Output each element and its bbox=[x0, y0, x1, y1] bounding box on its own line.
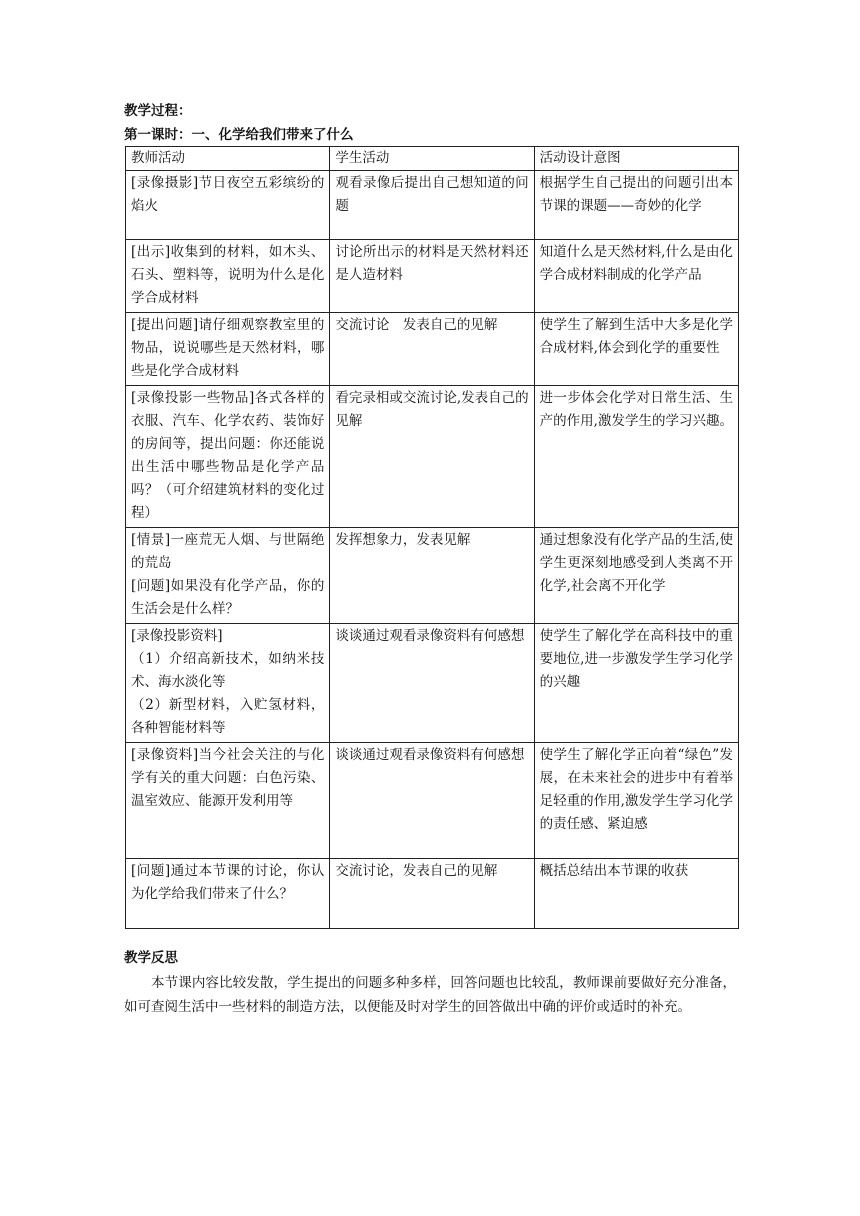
teacher-line: [录像投影资料] bbox=[131, 628, 223, 644]
table-row bbox=[126, 240, 739, 313]
activity-table bbox=[125, 146, 739, 929]
table-row bbox=[126, 386, 739, 528]
header-student: 学生活动 bbox=[330, 147, 534, 171]
teacher-cell: [录像投影一些物品]各式各样的衣服、汽车、化学农药、装饰好的房间等，提出问题：你还能说出生活中哪些物品是化学产品吗？（可介绍建筑材料的变化过程） bbox=[126, 386, 330, 528]
header-teacher: 教师活动 bbox=[126, 147, 330, 171]
table-header-row bbox=[126, 147, 739, 171]
student-cell: 交流讨论 发表自己的见解 bbox=[330, 313, 534, 386]
teacher-cell bbox=[126, 528, 330, 624]
table-row bbox=[126, 859, 739, 929]
table-row bbox=[126, 313, 739, 386]
teacher-cell: [出示]收集到的材料，如木头、石头、塑料等，说明为什么是化学合成材料 bbox=[126, 240, 330, 313]
table-row bbox=[126, 624, 739, 743]
student-cell: 讨论所出示的材料是天然材料还是人造材料 bbox=[330, 240, 534, 313]
student-cell: 发挥想象力，发表见解 bbox=[330, 528, 534, 624]
teacher-line: （1）介绍高新技术，如纳米技术、海水淡化等 bbox=[131, 651, 325, 690]
intent-cell: 使学生了解化学在高科技中的重要地位,进一步激发学生学习化学的兴趣 bbox=[534, 624, 738, 743]
intent-cell: 根据学生自己提出的问题引出本节课的课题——奇妙的化学 bbox=[534, 171, 738, 240]
teacher-cell: [提出问题]请仔细观察教室里的物品，说说哪些是天然材料，哪些是化学合成材料 bbox=[126, 313, 330, 386]
student-cell: 观看录像后提出自己想知道的问题 bbox=[330, 171, 534, 240]
teacher-line: [情景]一座荒无人烟、与世隔绝的荒岛 bbox=[131, 532, 325, 571]
student-cell: 谈谈通过观看录像资料有何感想 bbox=[330, 743, 534, 859]
section-heading: 教学过程： bbox=[124, 103, 192, 119]
student-cell: 看完录相或交流讨论,发表自己的见解 bbox=[330, 386, 534, 528]
intent-cell: 概括总结出本节课的收获 bbox=[534, 859, 738, 929]
intent-cell: 进一步体会化学对日常生活、生产的作用,激发学生的学习兴趣。 bbox=[534, 386, 738, 528]
document-page bbox=[124, 100, 740, 1019]
student-cell: 交流讨论，发表自己的见解 bbox=[330, 859, 534, 929]
table-row bbox=[126, 528, 739, 624]
header-intent: 活动设计意图 bbox=[534, 147, 738, 171]
teacher-cell: [问题]通过本节课的讨论，你认为化学给我们带来了什么？ bbox=[126, 859, 330, 929]
table-row bbox=[126, 171, 739, 240]
intent-cell: 通过想象没有化学产品的生活,使学生更深刻地感受到人类离不开化学,社会离不开化学 bbox=[534, 528, 738, 624]
table-row bbox=[126, 743, 739, 859]
teacher-line: （2）新型材料，入贮氢材料，各种智能材料等 bbox=[131, 697, 325, 736]
intent-cell: 使学生了解化学正向着“绿色”发展，在未来社会的进步中有着举足轻重的作用,激发学生学习化学的责任感、紧迫感 bbox=[534, 743, 738, 859]
intent-cell: 知道什么是天然材料,什么是由化学合成材料制成的化学产品 bbox=[534, 240, 738, 313]
reflection-body: 本节课内容比较发散，学生提出的问题多种多样，回答问题也比较乱，教师课前要做好充分准备，如可查阅生活中一些材料的制造方法，以便能及时对学生的回答做出中确的评价或适时的补充。 bbox=[124, 975, 736, 1015]
teacher-cell: [录像资料]当今社会关注的与化学有关的重大问题：白色污染、温室效应、能源开发利用等 bbox=[126, 743, 330, 859]
teacher-cell: [录像摄影]节日夜空五彩缤纷的焰火 bbox=[126, 171, 330, 240]
lesson-title: 第一课时：一、化学给我们带来了什么 bbox=[124, 127, 354, 143]
teacher-line: [问题]如果没有化学产品，你的生活会是什么样？ bbox=[131, 578, 325, 617]
student-cell: 谈谈通过观看录像资料有何感想 bbox=[330, 624, 534, 743]
reflection-title: 教学反思 bbox=[124, 950, 178, 966]
teacher-cell bbox=[126, 624, 330, 743]
intent-cell: 使学生了解到生活中大多是化学合成材料,体会到化学的重要性 bbox=[534, 313, 738, 386]
